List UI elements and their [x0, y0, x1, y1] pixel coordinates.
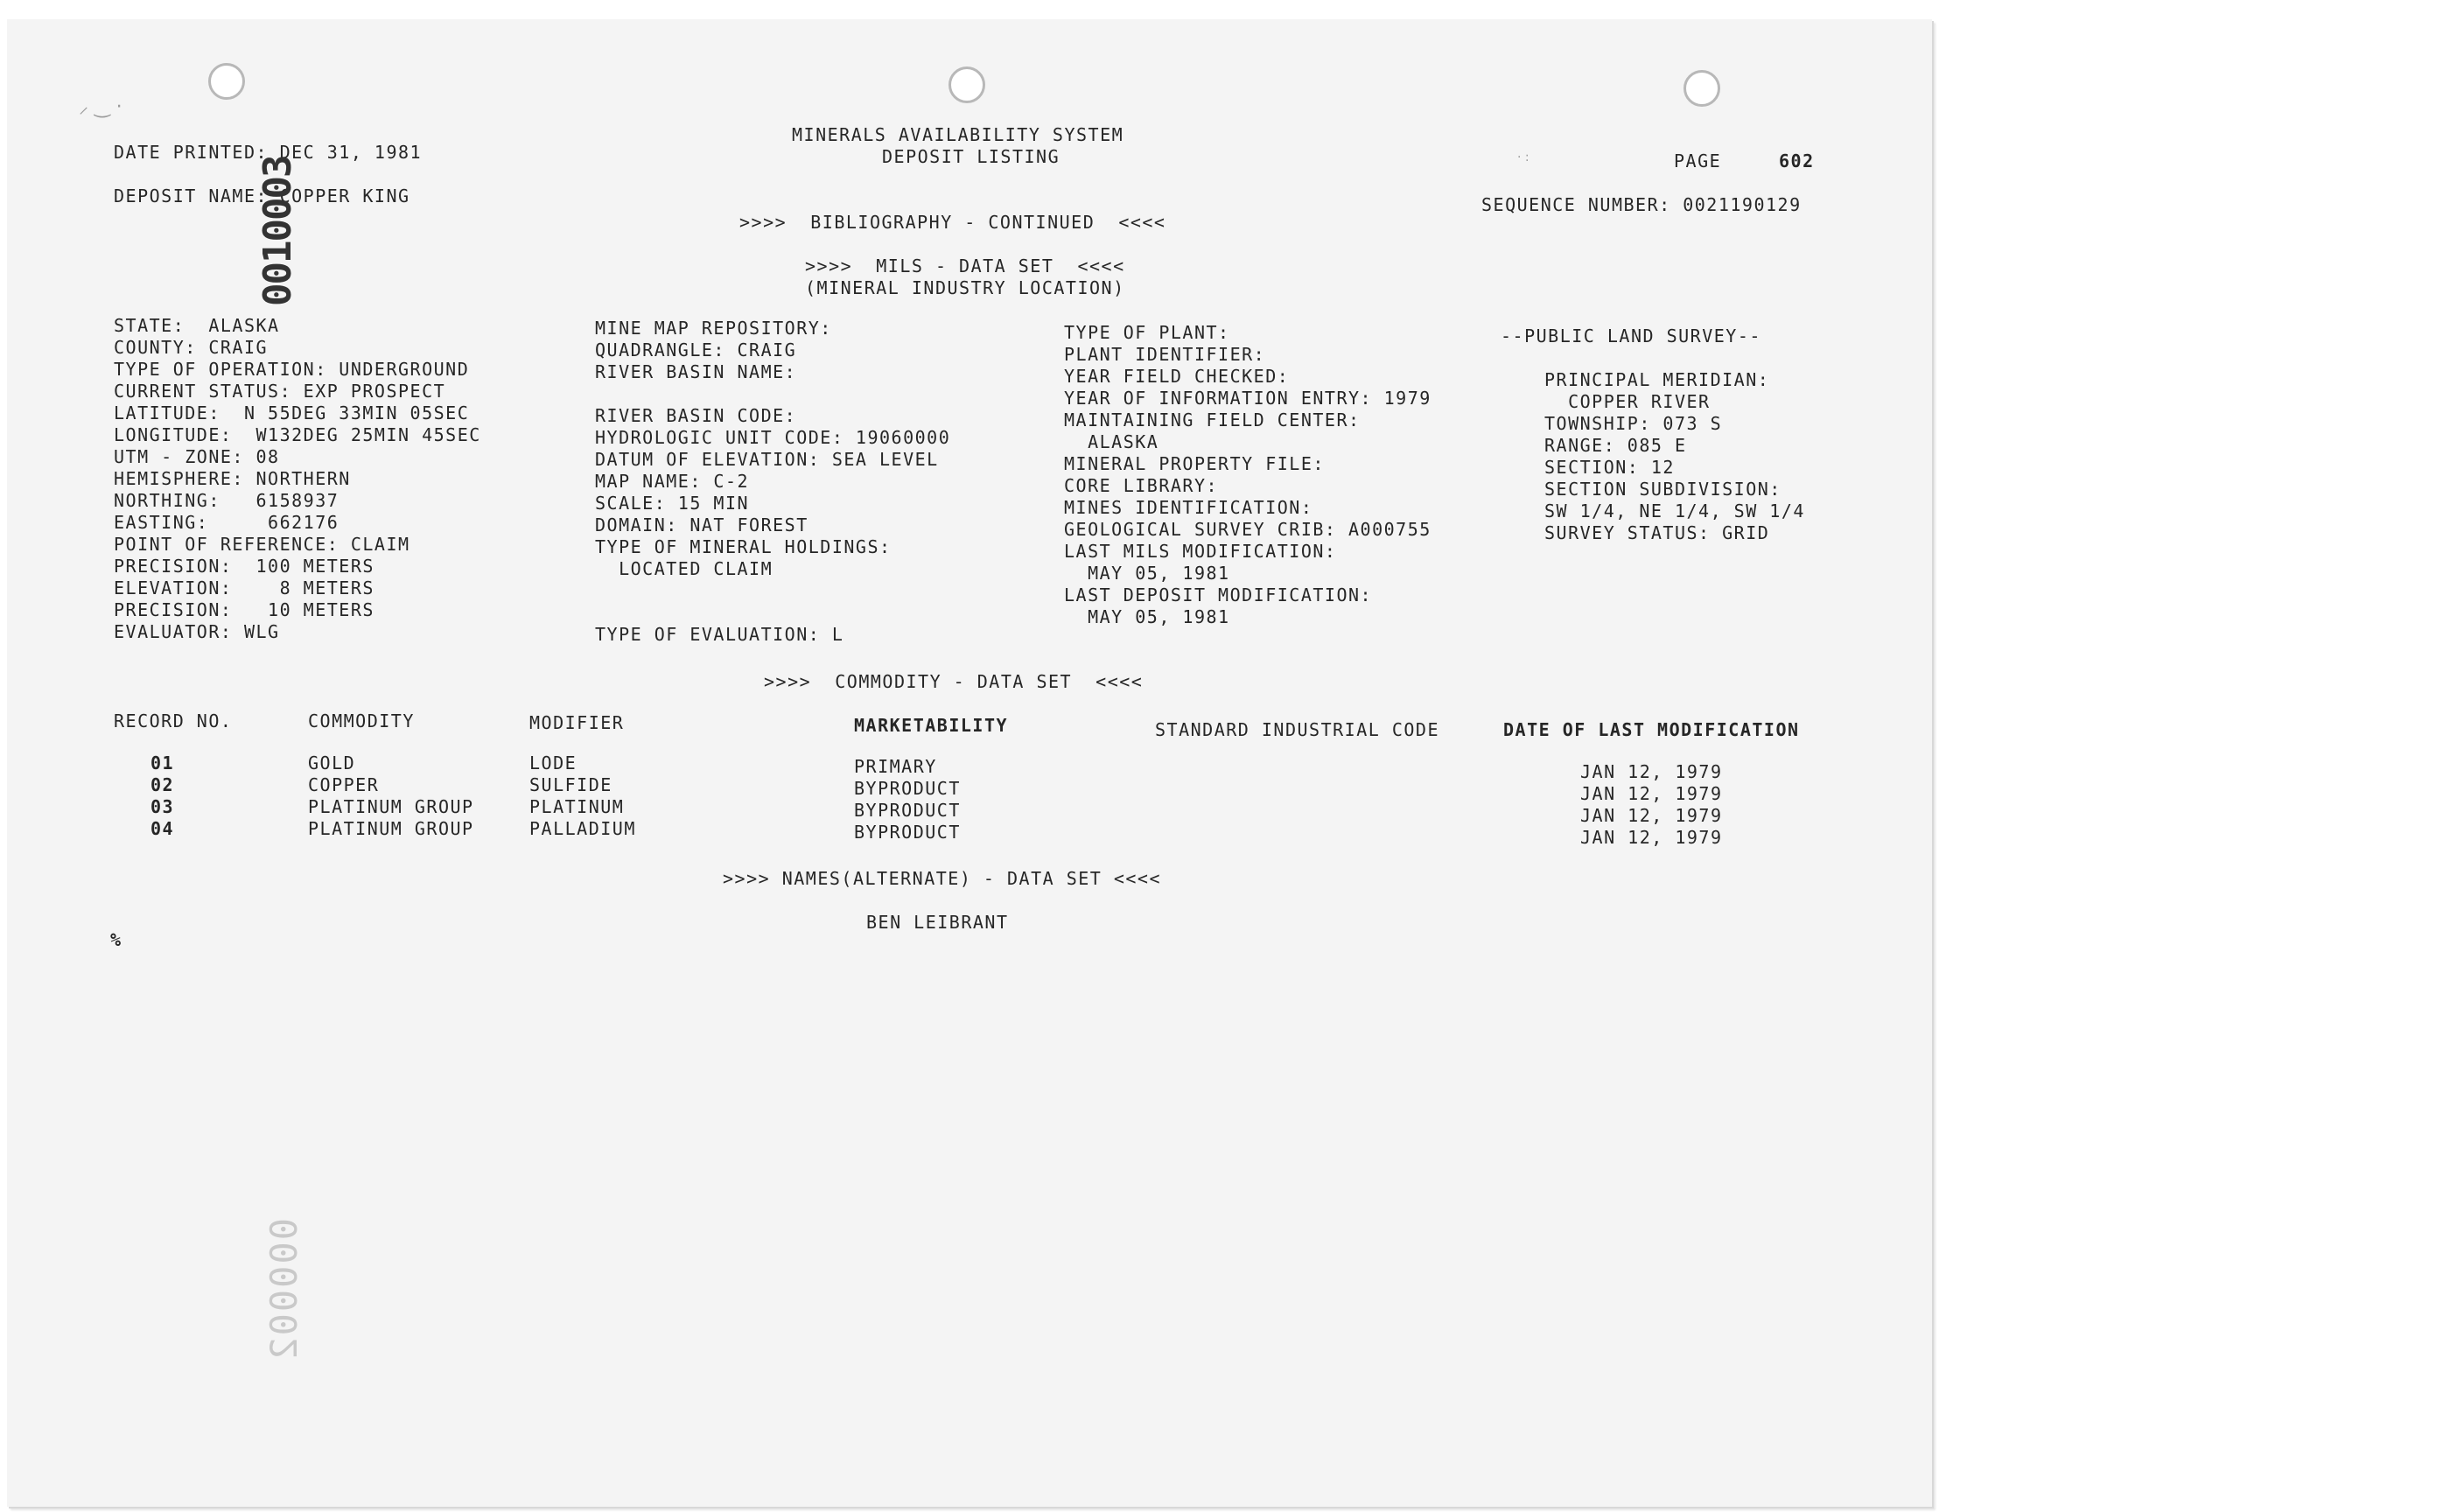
cell-commodity: COPPER — [308, 774, 380, 795]
cell-record: 01 — [150, 752, 175, 774]
cell-record: 03 — [150, 796, 175, 817]
map-field: SCALE: 15 MIN — [595, 493, 750, 514]
public-land-survey-title: --PUBLIC LAND SURVEY-- — [1501, 326, 1761, 346]
map-field: RIVER BASIN CODE: — [595, 405, 797, 426]
location-field: POINT OF REFERENCE: CLAIM — [114, 534, 410, 555]
bibliography-banner: >>>> BIBLIOGRAPHY - CONTINUED <<<< — [739, 212, 1166, 233]
map-field — [595, 580, 950, 602]
plant-field: TYPE OF PLANT: — [1064, 322, 1230, 343]
plant-field: CORE LIBRARY: — [1064, 475, 1219, 496]
location-field: STATE: ALASKA — [114, 315, 280, 336]
map-field — [595, 602, 950, 624]
system-title: MINERALS AVAILABILITY SYSTEM — [792, 124, 1124, 145]
map-field: MAP NAME: C-2 — [595, 471, 750, 492]
cell-modifier: SULFIDE — [529, 774, 612, 795]
map-field: DOMAIN: NAT FOREST — [595, 514, 808, 536]
punch-hole-right — [1684, 70, 1720, 107]
survey-field: COPPER RIVER — [1544, 391, 1711, 412]
header-modifier: MODIFIER — [529, 712, 625, 733]
dust-mark: · : — [1517, 150, 1530, 164]
cell-record: 02 — [150, 774, 175, 795]
cell-date: JAN 12, 1979 — [1580, 761, 1723, 782]
survey-field: SECTION SUBDIVISION: — [1544, 479, 1782, 500]
date-printed: DATE PRINTED: DEC 31, 1981 — [114, 142, 423, 163]
plant-field: MAY 05, 1981 — [1064, 606, 1230, 627]
page-number: 602 — [1779, 150, 1815, 172]
cell-date: JAN 12, 1979 — [1580, 805, 1723, 826]
location-field: EVALUATOR: WLG — [114, 621, 280, 642]
location-field: LONGITUDE: W132DEG 25MIN 45SEC — [114, 424, 481, 445]
names-banner: >>>> NAMES(ALTERNATE) - DATA SET <<<< — [723, 868, 1162, 889]
percent-mark: % — [110, 929, 122, 950]
plant-field: ALASKA — [1064, 431, 1159, 452]
cell-modifier: PLATINUM — [529, 796, 625, 817]
plant-field: MAY 05, 1981 — [1064, 563, 1230, 584]
cell-date: JAN 12, 1979 — [1580, 827, 1723, 848]
mils-banner: >>>> MILS - DATA SET <<<< — [805, 256, 1125, 276]
cell-marketability: BYPRODUCT — [854, 800, 961, 821]
map-field: QUADRANGLE: CRAIG — [595, 340, 797, 360]
commodity-banner: >>>> COMMODITY - DATA SET <<<< — [764, 671, 1144, 692]
location-column — [114, 315, 481, 643]
location-field: ELEVATION: 8 METERS — [114, 578, 374, 598]
plant-field: MINERAL PROPERTY FILE: — [1064, 453, 1325, 474]
vertical-stamp-number: 0010003 — [256, 156, 300, 306]
cell-marketability: BYPRODUCT — [854, 778, 961, 799]
map-field: HYDROLOGIC UNIT CODE: 19060000 — [595, 427, 951, 448]
location-field: EASTING: 662176 — [114, 512, 340, 533]
map-field — [595, 383, 950, 405]
plant-field: MINES IDENTIFICATION: — [1064, 497, 1313, 518]
map-field: DATUM OF ELEVATION: SEA LEVEL — [595, 449, 939, 470]
location-field: PRECISION: 100 METERS — [114, 556, 374, 577]
header-sic: STANDARD INDUSTRIAL CODE — [1155, 719, 1439, 740]
cell-marketability: PRIMARY — [854, 756, 937, 777]
location-field: HEMISPHERE: NORTHERN — [114, 468, 351, 489]
survey-field: SW 1/4, NE 1/4, SW 1/4 — [1544, 500, 1805, 522]
map-field: RIVER BASIN NAME: — [595, 361, 797, 382]
survey-field: TOWNSHIP: 073 S — [1544, 413, 1723, 434]
public-land-survey-column — [1544, 369, 1805, 544]
location-field: COUNTY: CRAIG — [114, 337, 269, 358]
map-field: LOCATED CLAIM — [595, 558, 774, 579]
location-field: LATITUDE: N 55DEG 33MIN 05SEC — [114, 402, 470, 424]
location-field: UTM - ZONE: 08 — [114, 446, 280, 467]
header-marketability: MARKETABILITY — [854, 715, 1009, 736]
location-field: TYPE OF OPERATION: UNDERGROUND — [114, 359, 470, 380]
location-field: CURRENT STATUS: EXP PROSPECT — [114, 381, 446, 402]
deposit-name: DEPOSIT NAME: COPPER KING — [114, 186, 410, 206]
plant-field: YEAR FIELD CHECKED: — [1064, 366, 1290, 387]
punch-hole-left — [208, 63, 245, 100]
cell-commodity: GOLD — [308, 752, 356, 774]
survey-field: SURVEY STATUS: GRID — [1544, 522, 1770, 543]
faint-stamp-number: 000002 — [262, 1218, 305, 1362]
cell-commodity: PLATINUM GROUP — [308, 818, 474, 839]
map-field: TYPE OF MINERAL HOLDINGS: — [595, 536, 892, 557]
plant-field: YEAR OF INFORMATION ENTRY: 1979 — [1064, 388, 1432, 409]
scribble-mark: ⸝ ‿ · — [79, 96, 122, 118]
cell-modifier: LODE — [529, 752, 578, 774]
survey-field: RANGE: 085 E — [1544, 435, 1687, 456]
map-column — [595, 318, 950, 646]
header-commodity: COMMODITY — [308, 710, 415, 732]
location-field: NORTHING: 6158937 — [114, 490, 340, 511]
cell-commodity: PLATINUM GROUP — [308, 796, 474, 817]
mils-banner-subtitle: (MINERAL INDUSTRY LOCATION) — [805, 277, 1125, 298]
plant-field: LAST DEPOSIT MODIFICATION: — [1064, 584, 1373, 606]
map-field: MINE MAP REPOSITORY: — [595, 318, 832, 339]
cell-date: JAN 12, 1979 — [1580, 783, 1723, 804]
plant-field: PLANT IDENTIFIER: — [1064, 344, 1266, 365]
plant-field: LAST MILS MODIFICATION: — [1064, 541, 1337, 562]
plant-field: MAINTAINING FIELD CENTER: — [1064, 410, 1361, 430]
system-subtitle: DEPOSIT LISTING — [882, 146, 1060, 167]
alternate-name: BEN LEIBRANT — [866, 912, 1009, 933]
cell-record: 04 — [150, 818, 175, 839]
location-field: PRECISION: 10 METERS — [114, 599, 374, 620]
punch-hole-center — [948, 66, 985, 103]
plant-field: GEOLOGICAL SURVEY CRIB: A000755 — [1064, 519, 1432, 540]
cell-marketability: BYPRODUCT — [854, 822, 961, 843]
survey-field: SECTION: 12 — [1544, 457, 1675, 478]
cell-modifier: PALLADIUM — [529, 818, 636, 839]
sequence-number: SEQUENCE NUMBER: 0021190129 — [1481, 194, 1802, 215]
survey-field: PRINCIPAL MERIDIAN: — [1544, 369, 1770, 390]
page-label: PAGE — [1674, 150, 1722, 172]
header-last-modification: DATE OF LAST MODIFICATION — [1503, 719, 1800, 740]
map-field: TYPE OF EVALUATION: L — [595, 624, 844, 645]
header-record-no: RECORD NO. — [114, 710, 233, 732]
plant-column — [1064, 322, 1432, 628]
